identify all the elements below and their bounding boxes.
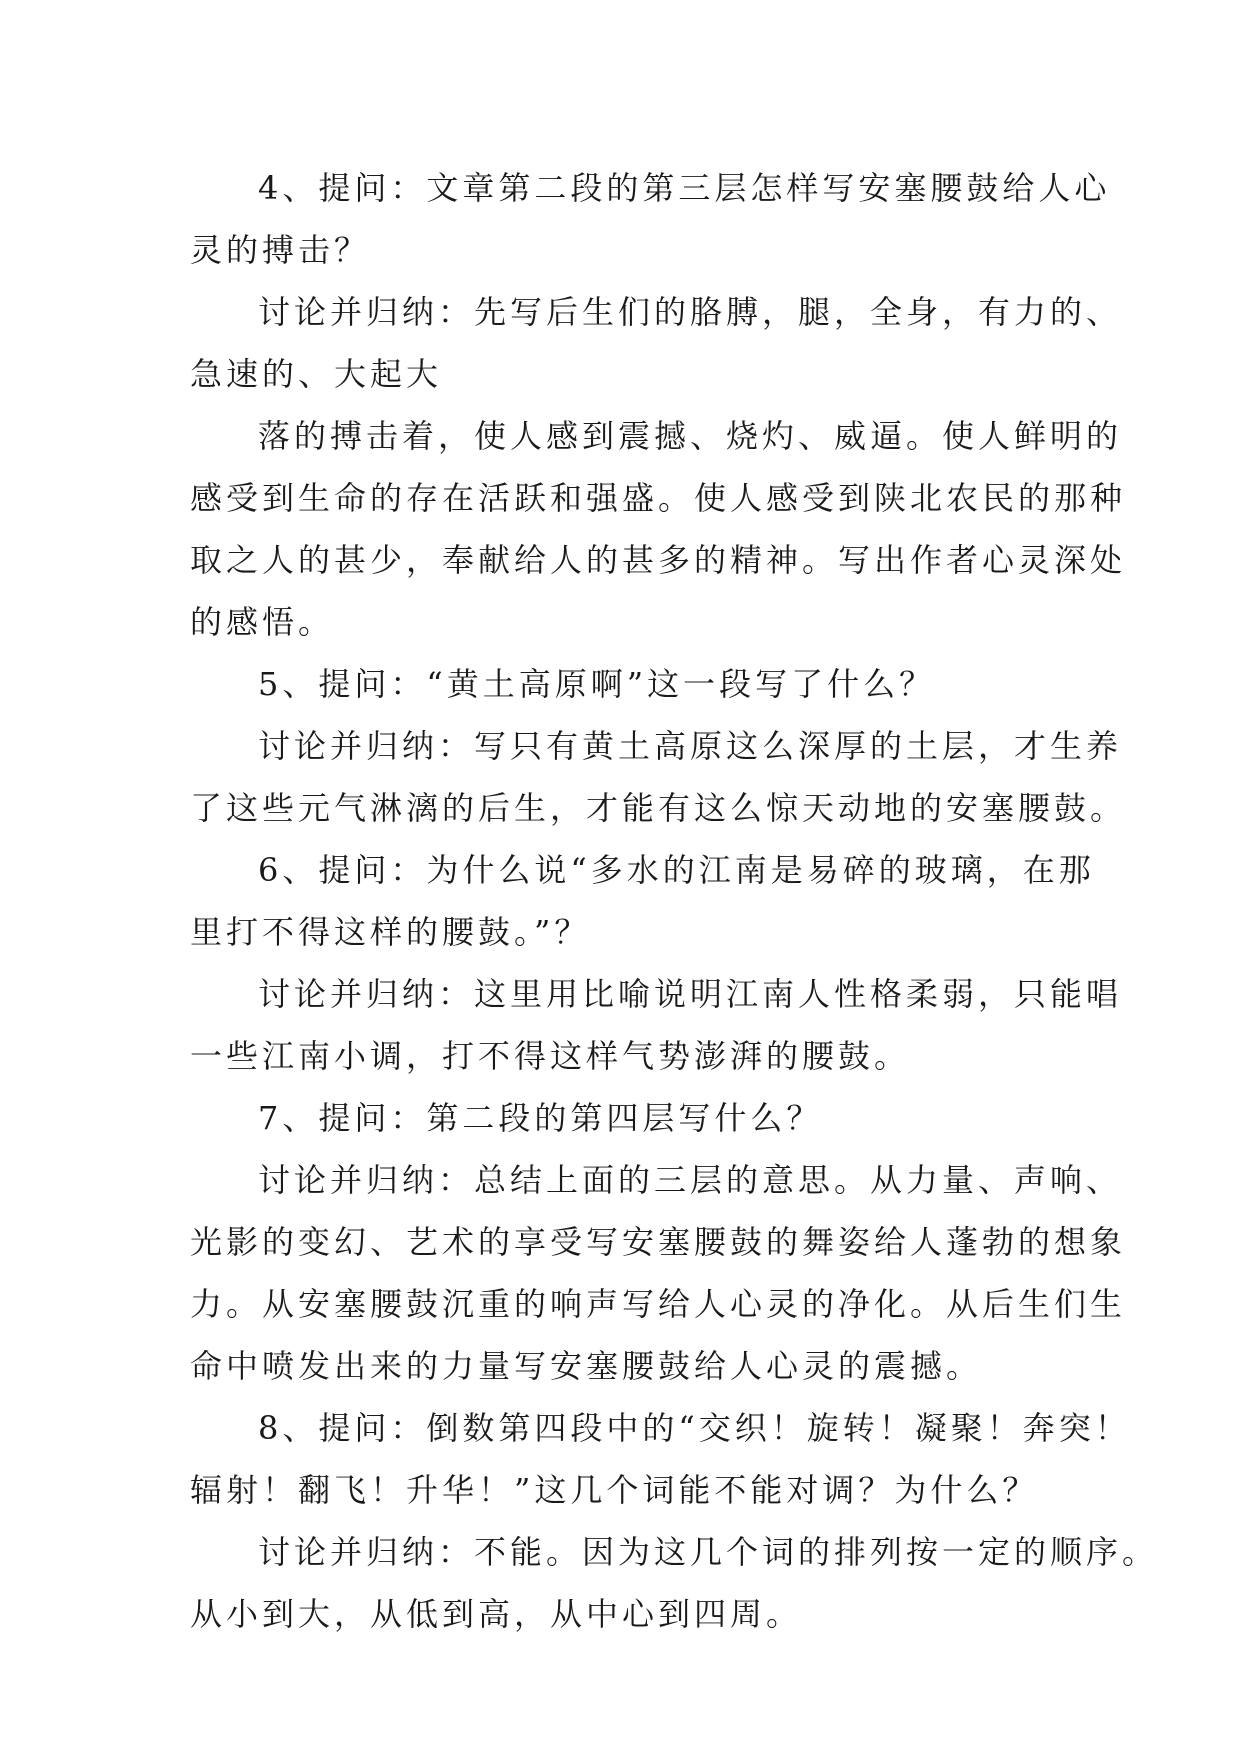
text-line: 急速的、大起大 (190, 355, 443, 393)
text-line: 灵的搏击？ (190, 231, 371, 269)
text-line: 6、提问：为什么说“多水的江南是易碎的玻璃，在那 (258, 851, 1095, 889)
text-line: 光影的变幻、艺术的享受写安塞腰鼓的舞姿给人蓬勃的想象 (190, 1223, 1127, 1261)
text-line: 一些江南小调，打不得这样气势澎湃的腰鼓。 (190, 1037, 911, 1075)
text-line: 里打不得这样的腰鼓。”？ (190, 913, 591, 951)
text-line: 的感悟。 (190, 603, 335, 641)
text-line: 了这些元气淋漓的后生，才能有这么惊天动地的安塞腰鼓。 (190, 789, 1127, 827)
text-line: 讨论并归纳：不能。因为这几个词的排列按一定的顺序。 (258, 1533, 1159, 1571)
text-line: 7、提问：第二段的第四层写什么？ (258, 1099, 823, 1137)
text-line: 讨论并归纳：写只有黄土高原这么深厚的土层，才生养 (258, 727, 1123, 765)
text-line: 辐射！翻飞！升华！”这几个词能不能对调？为什么？ (190, 1471, 1039, 1509)
text-line: 讨论并归纳：总结上面的三层的意思。从力量、声响、 (258, 1161, 1123, 1199)
document-body (190, 157, 1159, 1645)
text-line: 感受到生命的存在活跃和强盛。使人感受到陕北农民的那种 (190, 479, 1127, 517)
text-line: 落的搏击着，使人感到震撼、烧灼、威逼。使人鲜明的 (258, 417, 1123, 455)
text-line: 讨论并归纳：先写后生们的胳膊，腿，全身，有力的、 (258, 293, 1123, 331)
text-line: 8、提问：倒数第四段中的“交织！旋转！凝聚！奔突！ (258, 1409, 1131, 1447)
text-line: 4、提问：文章第二段的第三层怎样写安塞腰鼓给人心 (258, 169, 1111, 207)
text-line: 从小到大，从低到高，从中心到四周。 (190, 1595, 803, 1633)
text-line: 命中喷发出来的力量写安塞腰鼓给人心灵的震撼。 (190, 1347, 983, 1385)
text-line: 讨论并归纳：这里用比喻说明江南人性格柔弱，只能唱 (258, 975, 1123, 1013)
text-line: 5、提问：“黄土高原啊”这一段写了什么？ (258, 665, 936, 703)
text-line: 力。从安塞腰鼓沉重的响声写给人心灵的净化。从后生们生 (190, 1285, 1127, 1323)
text-line: 取之人的甚少，奉献给人的甚多的精神。写出作者心灵深处 (190, 541, 1127, 579)
